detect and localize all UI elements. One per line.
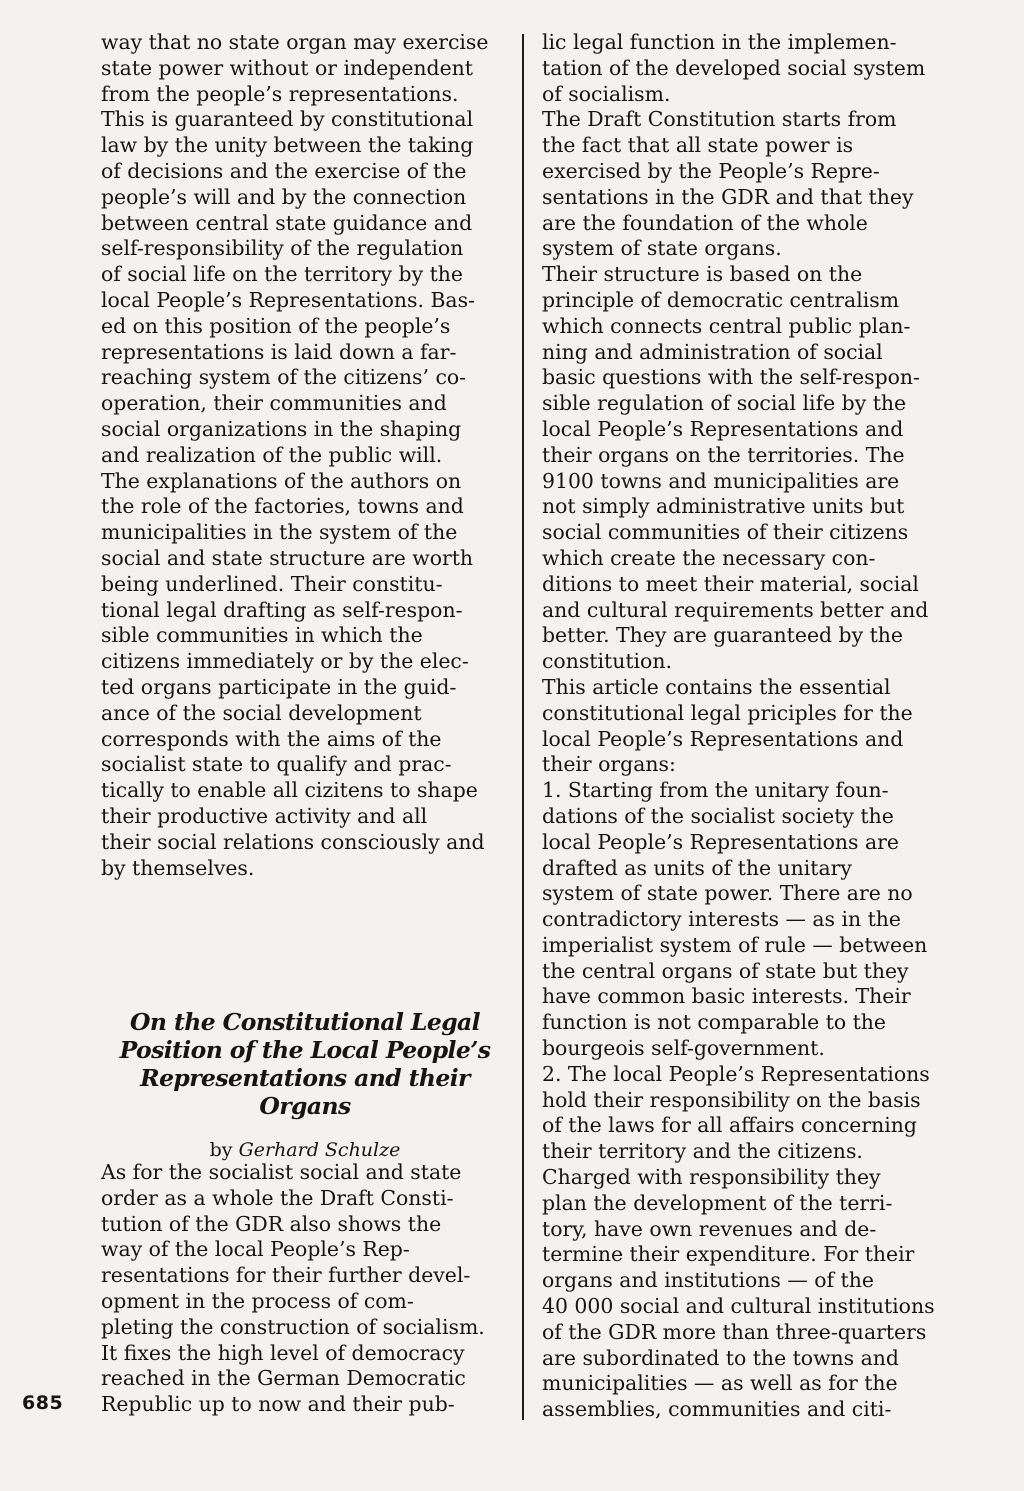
article-heading <box>101 1008 509 1162</box>
intro-paragraph: As for the socialist social and state order as a whole the Draft Consti- tution of the GDR also shows the way of the local People’s Rep- resentations for their further devel- opment in the process of com- pleting the construction of socialism. It fixes the high level of democracy reached in the German Democratic Republic up to now and their pub- <box>101 1160 485 1417</box>
numbered-paragraph-1: 1. Starting from the unitary foun- dations of the socialist society the local People’s Representations are drafted as units of the unitary system of state power. There are no contradictory interests — as in the imperialist system of rule — between the central organs of state but they have common basic interests. Their function is not comparable to the bourgeois self-government. <box>542 778 928 1061</box>
article-intro <box>101 1160 509 1418</box>
continued-paragraph: way that no state organ may exercise state power without or independent from the people’s representations. This is guaranteed by constitutional law by the unity between the taking of decisions and the exercise of the people’s will and by the connection between central state guidance and self-responsibility of the regulation of social life on the territory by the local People’s Representations. Bas- ed on this position of the people’s representations is laid down a far- reaching system of the citizens’ co- operation, their communities and social organizations in the shaping and realization of the public will. The explanations of the authors on the role of the factories, towns and municipalities in the system of the social and state structure are worth being underlined. Their constitu- tional legal drafting as self-respon- sible communities in which the citizens immediately or by the elec- ted organs participate in the guid- ance of the social development corresponds with the aims of the socialist state to qualify and prac- tically to enable all cizitens to shape their productive activity and all their social relations consciously and by themselves. <box>101 30 489 880</box>
right-column <box>542 30 952 1423</box>
numbered-paragraph-2: 2. The local People’s Representations hold their responsibility on the basis of the laws for all affairs concerning their territory and the citizens. Charged with responsibility they plan the development of the terri- tory, have own revenues and de- termine their expenditure. For their organs and institutions — of the 40 000 social and cultural institutions of the GDR more than three-quarters are subordinated to the towns and municipalities — as well as for the assemblies, communities and citi- <box>542 1061 935 1422</box>
paragraph: lic legal function in the implemen- tation of the developed social system of socialism. <box>542 30 926 106</box>
byline <box>101 1138 509 1162</box>
page-number: 685 <box>22 1392 64 1414</box>
paragraph: The Draft Constitution starts from the fact that all state power is exercised by the People’s Repre- sentations in the GDR and that they are the foundation of the whole system of state organs. <box>542 107 914 261</box>
paragraph: Their structure is based on the principle of democratic centralism which connects central public plan- ning and administration of social basic questions with the self-respon- sible regulation of social life by the local People’s Representations and their organs on the territories. The 9100 towns and municipalities are not simply administrative units but social communities of their citizens which create the necessary con- ditions to meet their material, social and cultural requirements better and better. They are guaranteed by the constitution. <box>542 262 929 674</box>
paragraph: This article contains the essential constitutional legal priciples for the local People’s Representations and their organs: <box>542 674 913 777</box>
column-divider <box>522 34 524 1420</box>
article-title: On the Constitutional Legal Position of the Local People’s Representations and their Organs <box>119 1008 491 1120</box>
left-column <box>101 30 509 881</box>
byline-prefix: by <box>209 1139 233 1161</box>
author-name: Gerhard Schulze <box>238 1139 401 1161</box>
